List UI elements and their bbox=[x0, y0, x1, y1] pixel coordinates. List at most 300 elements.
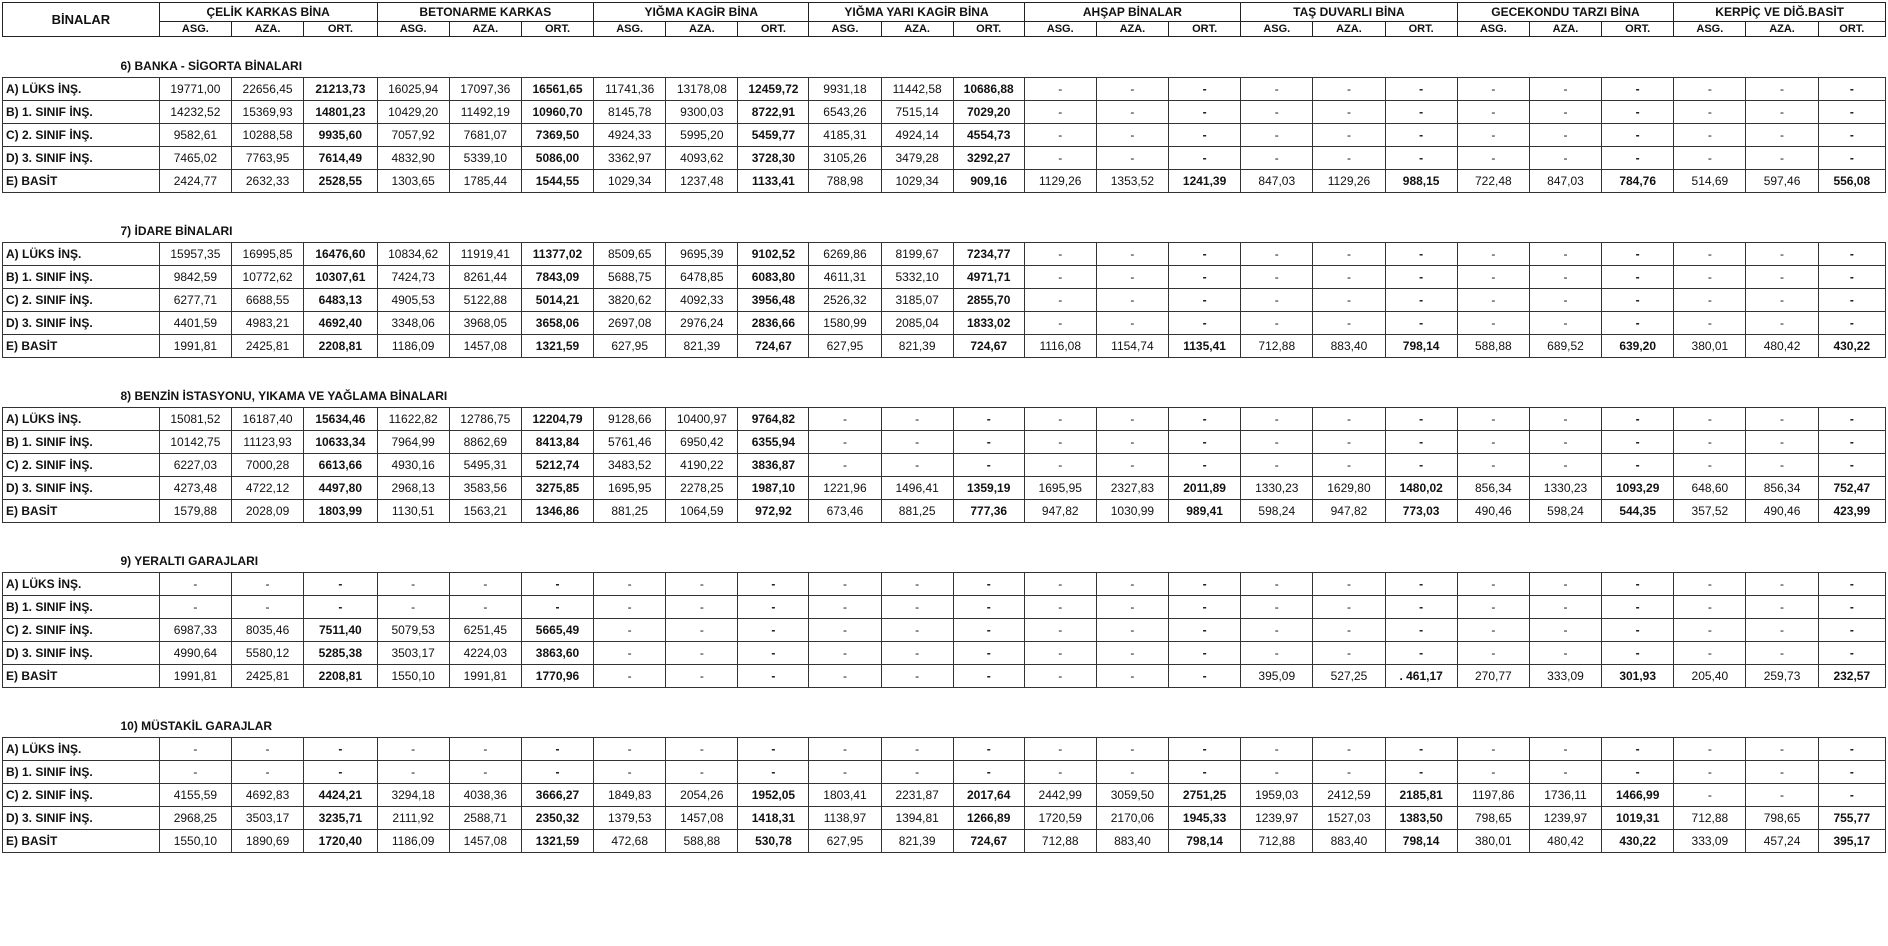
table-row bbox=[3, 335, 1886, 358]
cell-ort: 2011,89 bbox=[1169, 477, 1241, 500]
cell-aza: 4983,21 bbox=[231, 312, 303, 335]
cell-aza: - bbox=[666, 738, 738, 761]
cell-aza: - bbox=[1746, 738, 1818, 761]
cell-ort: 11377,02 bbox=[521, 243, 593, 266]
cell-aza: - bbox=[1746, 431, 1818, 454]
cell-aza: - bbox=[1096, 619, 1168, 642]
cell-ort: - bbox=[1385, 454, 1457, 477]
cell-asg: - bbox=[809, 738, 881, 761]
cell-ort: 1093,29 bbox=[1602, 477, 1674, 500]
cell-asg: 712,88 bbox=[1241, 830, 1313, 853]
cell-aza: 1129,26 bbox=[1313, 170, 1385, 193]
cell-ort: - bbox=[304, 738, 377, 761]
cell-ort: 724,67 bbox=[953, 830, 1024, 853]
cell-ort: 752,47 bbox=[1818, 477, 1885, 500]
cell-ort: - bbox=[1169, 101, 1241, 124]
cell-asg: 947,82 bbox=[1024, 500, 1096, 523]
cell-asg: 627,95 bbox=[594, 335, 666, 358]
cell-asg: 9931,18 bbox=[809, 78, 881, 101]
cell-asg: 1580,99 bbox=[809, 312, 881, 335]
cell-aza: 8199,67 bbox=[881, 243, 953, 266]
cell-ort: - bbox=[1818, 431, 1885, 454]
cell-asg: - bbox=[594, 619, 666, 642]
cell-asg: 3348,06 bbox=[377, 312, 449, 335]
cell-asg: 3362,97 bbox=[594, 147, 666, 170]
cell-ort: 556,08 bbox=[1818, 170, 1885, 193]
cell-aza: - bbox=[1746, 761, 1818, 784]
cell-ort: - bbox=[1818, 101, 1885, 124]
sub-header-asg: ASG. bbox=[377, 22, 449, 37]
cell-asg: 15957,35 bbox=[159, 243, 231, 266]
cell-ort: - bbox=[1602, 761, 1674, 784]
cell-ort: - bbox=[1385, 642, 1457, 665]
cell-asg: - bbox=[377, 596, 449, 619]
cell-asg: - bbox=[1457, 312, 1529, 335]
cell-ort: - bbox=[1602, 101, 1674, 124]
cell-asg: 1186,09 bbox=[377, 335, 449, 358]
cell-asg: - bbox=[809, 596, 881, 619]
cell-aza: 9695,39 bbox=[666, 243, 738, 266]
section-title-row bbox=[3, 376, 1886, 408]
cell-asg: 4990,64 bbox=[159, 642, 231, 665]
cell-aza: 883,40 bbox=[1096, 830, 1168, 853]
cell-ort: - bbox=[1602, 642, 1674, 665]
sub-header-asg: ASG. bbox=[1457, 22, 1529, 37]
cell-asg: 1330,23 bbox=[1241, 477, 1313, 500]
cell-asg: - bbox=[1241, 408, 1313, 431]
cell-asg: 19771,00 bbox=[159, 78, 231, 101]
cell-aza: - bbox=[1529, 147, 1601, 170]
cell-aza: 1736,11 bbox=[1529, 784, 1601, 807]
cell-asg: 4905,53 bbox=[377, 289, 449, 312]
cell-aza: - bbox=[1313, 243, 1385, 266]
cell-ort: - bbox=[1602, 78, 1674, 101]
cell-aza: 480,42 bbox=[1529, 830, 1601, 853]
section-gap bbox=[3, 523, 1886, 542]
cell-asg: - bbox=[1674, 147, 1746, 170]
cell-asg: - bbox=[1024, 266, 1096, 289]
cell-ort: - bbox=[1818, 147, 1885, 170]
cell-asg: 514,69 bbox=[1674, 170, 1746, 193]
cell-ort: 7843,09 bbox=[521, 266, 593, 289]
price-table-sheet bbox=[2, 2, 1886, 853]
cell-asg: 788,98 bbox=[809, 170, 881, 193]
cell-aza: 597,46 bbox=[1746, 170, 1818, 193]
cell-asg: 1239,97 bbox=[1241, 807, 1313, 830]
cell-aza: - bbox=[881, 761, 953, 784]
cell-asg: 881,25 bbox=[594, 500, 666, 523]
cell-ort: 2836,66 bbox=[738, 312, 809, 335]
cell-ort: 798,14 bbox=[1385, 830, 1457, 853]
cell-aza: 856,34 bbox=[1746, 477, 1818, 500]
cell-ort: 798,14 bbox=[1385, 335, 1457, 358]
cell-asg: - bbox=[809, 454, 881, 477]
cell-ort: 6083,80 bbox=[738, 266, 809, 289]
cell-aza: - bbox=[1313, 312, 1385, 335]
cell-asg: - bbox=[1457, 101, 1529, 124]
cell-asg: - bbox=[809, 665, 881, 688]
cell-ort: 639,20 bbox=[1602, 335, 1674, 358]
cell-asg: - bbox=[809, 642, 881, 665]
cell-asg: 3503,17 bbox=[377, 642, 449, 665]
cell-aza: - bbox=[881, 454, 953, 477]
cell-asg: - bbox=[377, 573, 449, 596]
cell-asg: - bbox=[1024, 78, 1096, 101]
cell-asg: - bbox=[1241, 761, 1313, 784]
cell-ort: 7369,50 bbox=[521, 124, 593, 147]
sub-header-asg: ASG. bbox=[159, 22, 231, 37]
cell-aza: 5495,31 bbox=[449, 454, 521, 477]
cell-ort: - bbox=[1169, 312, 1241, 335]
cell-ort: 6613,66 bbox=[304, 454, 377, 477]
cell-asg: - bbox=[1674, 243, 1746, 266]
cell-asg: 627,95 bbox=[809, 335, 881, 358]
cell-ort: 3235,71 bbox=[304, 807, 377, 830]
section-title: 9) YERALTI GARAJLARI bbox=[120, 554, 259, 568]
cell-asg: - bbox=[1241, 596, 1313, 619]
cell-aza: 4038,36 bbox=[449, 784, 521, 807]
cell-asg: 2968,25 bbox=[159, 807, 231, 830]
cell-aza: 847,03 bbox=[1529, 170, 1601, 193]
cell-asg: 6543,26 bbox=[809, 101, 881, 124]
row-label: A) LÜKS İNŞ. bbox=[3, 408, 160, 431]
cell-aza: - bbox=[1529, 289, 1601, 312]
cell-aza: - bbox=[1096, 266, 1168, 289]
sub-header-asg: ASG. bbox=[809, 22, 881, 37]
cell-ort: - bbox=[953, 642, 1024, 665]
cell-asg: - bbox=[1457, 761, 1529, 784]
cell-aza: 7000,28 bbox=[231, 454, 303, 477]
cell-asg: - bbox=[1674, 784, 1746, 807]
cell-ort: - bbox=[1602, 619, 1674, 642]
cell-asg: 673,46 bbox=[809, 500, 881, 523]
cell-aza: 16995,85 bbox=[231, 243, 303, 266]
cell-aza: - bbox=[1746, 312, 1818, 335]
cell-asg: 1197,86 bbox=[1457, 784, 1529, 807]
cell-asg: - bbox=[1024, 408, 1096, 431]
cell-asg: - bbox=[1024, 101, 1096, 124]
cell-ort: 3275,85 bbox=[521, 477, 593, 500]
cell-ort: 5212,74 bbox=[521, 454, 593, 477]
cell-aza: 598,24 bbox=[1529, 500, 1601, 523]
row-label: C) 2. SINIF İNŞ. bbox=[3, 784, 160, 807]
sub-header-ort: ORT. bbox=[1169, 22, 1241, 37]
cell-ort: 3728,30 bbox=[738, 147, 809, 170]
cell-asg: 1991,81 bbox=[159, 335, 231, 358]
cell-aza: 2085,04 bbox=[881, 312, 953, 335]
cell-ort: - bbox=[1169, 573, 1241, 596]
cell-asg: - bbox=[1024, 596, 1096, 619]
table-row bbox=[3, 431, 1886, 454]
cell-aza: 5332,10 bbox=[881, 266, 953, 289]
cell-asg: - bbox=[1241, 101, 1313, 124]
cell-ort: - bbox=[1385, 289, 1457, 312]
cell-aza: - bbox=[449, 596, 521, 619]
cell-ort: - bbox=[304, 596, 377, 619]
cell-aza: 3503,17 bbox=[231, 807, 303, 830]
group-header: TAŞ DUVARLI BİNA bbox=[1241, 3, 1458, 22]
cell-asg: - bbox=[1241, 312, 1313, 335]
row-label: A) LÜKS İNŞ. bbox=[3, 738, 160, 761]
cell-ort: - bbox=[738, 761, 809, 784]
cell-asg: 798,65 bbox=[1457, 807, 1529, 830]
cell-aza: 5995,20 bbox=[666, 124, 738, 147]
cell-asg: - bbox=[1457, 619, 1529, 642]
cell-ort: - bbox=[1385, 619, 1457, 642]
cell-aza: 259,73 bbox=[1746, 665, 1818, 688]
cell-aza: - bbox=[231, 573, 303, 596]
cell-aza: - bbox=[1746, 101, 1818, 124]
cell-ort: - bbox=[1602, 243, 1674, 266]
cell-aza: - bbox=[1096, 454, 1168, 477]
table-row bbox=[3, 312, 1886, 335]
cell-ort: 777,36 bbox=[953, 500, 1024, 523]
cell-ort: 8722,91 bbox=[738, 101, 809, 124]
group-header: YIĞMA YARI KAGİR BİNA bbox=[809, 3, 1024, 22]
cell-ort: 3292,27 bbox=[953, 147, 1024, 170]
cell-ort: 972,92 bbox=[738, 500, 809, 523]
cell-ort: - bbox=[1602, 454, 1674, 477]
cell-ort: - bbox=[1169, 619, 1241, 642]
cell-aza: - bbox=[1746, 124, 1818, 147]
cell-asg: - bbox=[1457, 243, 1529, 266]
cell-aza: 3059,50 bbox=[1096, 784, 1168, 807]
cell-ort: - bbox=[1385, 573, 1457, 596]
table-row bbox=[3, 243, 1886, 266]
cell-aza: 1237,48 bbox=[666, 170, 738, 193]
cell-ort: - bbox=[1818, 243, 1885, 266]
section-title: 7) İDARE BİNALARI bbox=[120, 224, 233, 238]
cell-asg: - bbox=[1674, 431, 1746, 454]
cell-ort: 10307,61 bbox=[304, 266, 377, 289]
cell-ort: - bbox=[1385, 266, 1457, 289]
cell-ort: - bbox=[521, 573, 593, 596]
cell-ort: 3956,48 bbox=[738, 289, 809, 312]
cell-ort: 2185,81 bbox=[1385, 784, 1457, 807]
cell-ort: 1321,59 bbox=[521, 335, 593, 358]
group-header: BETONARME KARKAS bbox=[377, 3, 594, 22]
sub-header-ort: ORT. bbox=[521, 22, 593, 37]
cell-asg: - bbox=[1241, 147, 1313, 170]
cell-aza: - bbox=[666, 761, 738, 784]
cell-aza: - bbox=[1096, 573, 1168, 596]
table-row bbox=[3, 761, 1886, 784]
cell-aza: 22656,45 bbox=[231, 78, 303, 101]
cell-asg: - bbox=[1241, 619, 1313, 642]
cell-ort: - bbox=[1818, 124, 1885, 147]
cell-ort: 4497,80 bbox=[304, 477, 377, 500]
cell-ort: 14801,23 bbox=[304, 101, 377, 124]
cell-aza: 4924,14 bbox=[881, 124, 953, 147]
table-row bbox=[3, 266, 1886, 289]
cell-asg: 472,68 bbox=[594, 830, 666, 853]
cell-ort: 8413,84 bbox=[521, 431, 593, 454]
cell-ort: 1466,99 bbox=[1602, 784, 1674, 807]
cell-ort: 10960,70 bbox=[521, 101, 593, 124]
cell-ort: 12459,72 bbox=[738, 78, 809, 101]
cell-aza: - bbox=[881, 738, 953, 761]
cell-ort: 10633,34 bbox=[304, 431, 377, 454]
cell-aza: - bbox=[881, 573, 953, 596]
table-row bbox=[3, 101, 1886, 124]
cell-ort: - bbox=[1818, 619, 1885, 642]
cell-aza: 11442,58 bbox=[881, 78, 953, 101]
cell-aza: - bbox=[1313, 124, 1385, 147]
cell-asg: 722,48 bbox=[1457, 170, 1529, 193]
cell-asg: 2424,77 bbox=[159, 170, 231, 193]
cell-aza: 4722,12 bbox=[231, 477, 303, 500]
cell-aza: 1064,59 bbox=[666, 500, 738, 523]
cell-ort: 7029,20 bbox=[953, 101, 1024, 124]
cell-asg: 4155,59 bbox=[159, 784, 231, 807]
cell-ort: 1266,89 bbox=[953, 807, 1024, 830]
cell-aza: 1394,81 bbox=[881, 807, 953, 830]
row-label: E) BASİT bbox=[3, 335, 160, 358]
cell-asg: 3294,18 bbox=[377, 784, 449, 807]
sub-header-ort: ORT. bbox=[304, 22, 377, 37]
cell-aza: - bbox=[231, 738, 303, 761]
cell-asg: - bbox=[1024, 124, 1096, 147]
cell-ort: 3658,06 bbox=[521, 312, 593, 335]
cell-asg: - bbox=[1024, 289, 1096, 312]
cell-asg: - bbox=[1241, 289, 1313, 312]
cell-aza: 2170,06 bbox=[1096, 807, 1168, 830]
cell-aza: - bbox=[1746, 243, 1818, 266]
cell-aza: 4224,03 bbox=[449, 642, 521, 665]
cell-aza: - bbox=[1096, 738, 1168, 761]
table-row bbox=[3, 573, 1886, 596]
row-label: D) 3. SINIF İNŞ. bbox=[3, 477, 160, 500]
cell-asg: - bbox=[1674, 312, 1746, 335]
cell-ort: - bbox=[1169, 266, 1241, 289]
row-label: D) 3. SINIF İNŞ. bbox=[3, 807, 160, 830]
cell-asg: 712,88 bbox=[1241, 335, 1313, 358]
cell-aza: - bbox=[1746, 289, 1818, 312]
cell-aza: 527,25 bbox=[1313, 665, 1385, 688]
cell-aza: - bbox=[1096, 408, 1168, 431]
cell-aza: 17097,36 bbox=[449, 78, 521, 101]
cell-ort: 1019,31 bbox=[1602, 807, 1674, 830]
cell-aza: - bbox=[1096, 431, 1168, 454]
row-label: A) LÜKS İNŞ. bbox=[3, 573, 160, 596]
cell-asg: 1221,96 bbox=[809, 477, 881, 500]
cell-aza: 11919,41 bbox=[449, 243, 521, 266]
cell-aza: - bbox=[1313, 761, 1385, 784]
cell-asg: 4832,90 bbox=[377, 147, 449, 170]
cell-asg: 4273,48 bbox=[159, 477, 231, 500]
cell-aza: 2632,33 bbox=[231, 170, 303, 193]
cell-asg: - bbox=[1674, 101, 1746, 124]
cell-asg: 8145,78 bbox=[594, 101, 666, 124]
cell-ort: - bbox=[953, 738, 1024, 761]
cell-aza: - bbox=[231, 596, 303, 619]
cell-asg: 3483,52 bbox=[594, 454, 666, 477]
sub-header-ort: ORT. bbox=[738, 22, 809, 37]
sub-header-aza: AZA. bbox=[666, 22, 738, 37]
cell-ort: 16476,60 bbox=[304, 243, 377, 266]
cell-asg: - bbox=[1024, 312, 1096, 335]
cell-ort: 16561,65 bbox=[521, 78, 593, 101]
cell-aza: - bbox=[881, 431, 953, 454]
cell-aza: - bbox=[1529, 78, 1601, 101]
cell-ort: 5285,38 bbox=[304, 642, 377, 665]
table-row bbox=[3, 807, 1886, 830]
sub-header-ort: ORT. bbox=[1385, 22, 1457, 37]
cell-asg: - bbox=[1674, 619, 1746, 642]
cell-asg: 2968,13 bbox=[377, 477, 449, 500]
binalar-header: BİNALAR bbox=[3, 3, 160, 37]
cell-ort: - bbox=[1169, 243, 1241, 266]
cell-ort: 12204,79 bbox=[521, 408, 593, 431]
cell-ort: - bbox=[953, 454, 1024, 477]
cell-aza: - bbox=[1529, 642, 1601, 665]
cell-ort: - bbox=[1385, 78, 1457, 101]
cell-asg: 270,77 bbox=[1457, 665, 1529, 688]
cell-ort: 989,41 bbox=[1169, 500, 1241, 523]
cell-asg: - bbox=[1241, 124, 1313, 147]
row-label: B) 1. SINIF İNŞ. bbox=[3, 596, 160, 619]
cell-aza: - bbox=[1313, 642, 1385, 665]
row-label: E) BASİT bbox=[3, 170, 160, 193]
cell-ort: - bbox=[1385, 312, 1457, 335]
cell-asg: - bbox=[1024, 642, 1096, 665]
cell-aza: - bbox=[1096, 642, 1168, 665]
cell-ort: 9935,60 bbox=[304, 124, 377, 147]
cell-asg: 380,01 bbox=[1457, 830, 1529, 853]
cell-asg: 9128,66 bbox=[594, 408, 666, 431]
cell-aza: 798,65 bbox=[1746, 807, 1818, 830]
cell-asg: 1303,65 bbox=[377, 170, 449, 193]
cell-asg: - bbox=[1241, 642, 1313, 665]
cell-asg: - bbox=[809, 431, 881, 454]
cell-aza: - bbox=[1096, 124, 1168, 147]
row-label: C) 2. SINIF İNŞ. bbox=[3, 124, 160, 147]
cell-aza: 3185,07 bbox=[881, 289, 953, 312]
cell-aza: - bbox=[1746, 784, 1818, 807]
cell-ort: - bbox=[1602, 147, 1674, 170]
cell-aza: - bbox=[1313, 289, 1385, 312]
cell-aza: - bbox=[449, 761, 521, 784]
cell-ort: 1241,39 bbox=[1169, 170, 1241, 193]
cell-aza: 2412,59 bbox=[1313, 784, 1385, 807]
cell-asg: 5079,53 bbox=[377, 619, 449, 642]
cell-asg: - bbox=[594, 665, 666, 688]
cell-aza: 1330,23 bbox=[1529, 477, 1601, 500]
cell-asg: - bbox=[1674, 289, 1746, 312]
cell-asg: 1720,59 bbox=[1024, 807, 1096, 830]
cell-asg: 5688,75 bbox=[594, 266, 666, 289]
cell-ort: - bbox=[1385, 738, 1457, 761]
table-row bbox=[3, 78, 1886, 101]
cell-asg: - bbox=[1024, 573, 1096, 596]
cell-ort: 5014,21 bbox=[521, 289, 593, 312]
cell-aza: 1457,08 bbox=[449, 830, 521, 853]
cell-aza: - bbox=[666, 642, 738, 665]
cell-aza: 480,42 bbox=[1746, 335, 1818, 358]
cell-aza: 2054,26 bbox=[666, 784, 738, 807]
cell-aza: - bbox=[1529, 454, 1601, 477]
cell-asg: 627,95 bbox=[809, 830, 881, 853]
cell-asg: - bbox=[594, 596, 666, 619]
cell-aza: - bbox=[666, 596, 738, 619]
cell-ort: - bbox=[1169, 78, 1241, 101]
cell-aza: 333,09 bbox=[1529, 665, 1601, 688]
cell-asg: - bbox=[377, 738, 449, 761]
cell-aza: - bbox=[881, 619, 953, 642]
cell-asg: 2442,99 bbox=[1024, 784, 1096, 807]
cell-ort: 5086,00 bbox=[521, 147, 593, 170]
cell-asg: 1186,09 bbox=[377, 830, 449, 853]
